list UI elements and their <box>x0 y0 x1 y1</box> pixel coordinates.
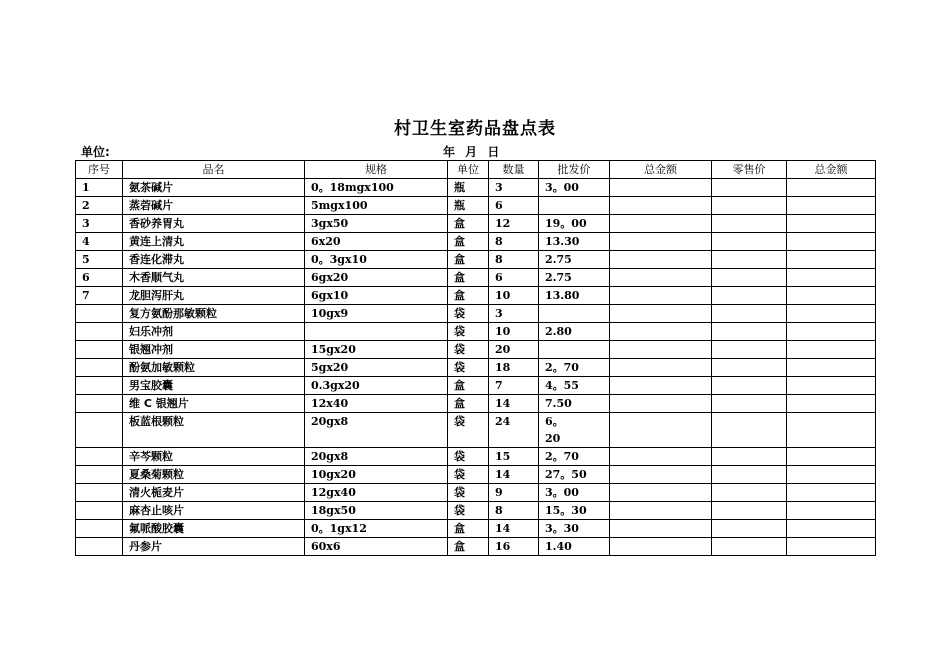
date-label: 年 月 日 <box>443 145 500 159</box>
table-row <box>76 502 876 520</box>
cell-wholesale-price <box>539 413 610 448</box>
cell-wholesale-total <box>610 466 712 484</box>
cell-name: 氨茶碱片 <box>123 179 305 197</box>
cell-unit: 袋 <box>448 359 489 377</box>
cell-retail-price <box>712 215 787 233</box>
cell-name: 妇乐冲剂 <box>123 323 305 341</box>
table-row <box>76 305 876 323</box>
cell-seq <box>76 359 123 377</box>
table-row <box>76 359 876 377</box>
cell-unit: 袋 <box>448 484 489 502</box>
cell-retail-price <box>712 179 787 197</box>
price-line-1: 6。 <box>545 415 564 428</box>
table-row <box>76 413 876 448</box>
cell-wholesale-price <box>539 305 610 323</box>
cell-wholesale-price: 2。70 <box>539 448 610 466</box>
cell-qty: 9 <box>489 484 539 502</box>
table-row <box>76 197 876 215</box>
cell-unit: 盒 <box>448 377 489 395</box>
cell-retail-total <box>787 377 876 395</box>
cell-retail-total <box>787 179 876 197</box>
inventory-table <box>75 160 876 556</box>
table-row <box>76 251 876 269</box>
col-header-qty: 数量 <box>489 161 539 179</box>
col-header-retail-total: 总金额 <box>787 161 876 179</box>
cell-qty: 7 <box>489 377 539 395</box>
cell-spec: 6x20 <box>305 233 448 251</box>
col-header-retail-price: 零售价 <box>712 161 787 179</box>
cell-name: 复方氨酚那敏颗粒 <box>123 305 305 323</box>
cell-spec: 5gx20 <box>305 359 448 377</box>
cell-name: 香砂养胃丸 <box>123 215 305 233</box>
cell-retail-price <box>712 448 787 466</box>
cell-name: 辛芩颗粒 <box>123 448 305 466</box>
table-row <box>76 538 876 556</box>
cell-retail-total <box>787 395 876 413</box>
cell-seq: 6 <box>76 269 123 287</box>
cell-retail-total <box>787 502 876 520</box>
table-row <box>76 377 876 395</box>
cell-retail-total <box>787 538 876 556</box>
cell-spec: 0。3gx10 <box>305 251 448 269</box>
cell-retail-total <box>787 520 876 538</box>
cell-qty: 14 <box>489 520 539 538</box>
cell-name: 龙胆泻肝丸 <box>123 287 305 305</box>
table-row <box>76 269 876 287</box>
cell-qty: 20 <box>489 341 539 359</box>
cell-name: 银翘冲剂 <box>123 341 305 359</box>
cell-name: 夏桑菊颗粒 <box>123 466 305 484</box>
cell-unit: 盒 <box>448 233 489 251</box>
cell-retail-price <box>712 538 787 556</box>
cell-spec: 10gx20 <box>305 466 448 484</box>
unit-label: 单位: <box>81 145 110 159</box>
cell-name: 板蓝根颗粒 <box>123 413 305 448</box>
cell-name: 氟哌酸胶囊 <box>123 520 305 538</box>
cell-seq <box>76 520 123 538</box>
cell-retail-total <box>787 287 876 305</box>
cell-spec <box>305 323 448 341</box>
table-row <box>76 233 876 251</box>
cell-retail-total <box>787 251 876 269</box>
cell-seq: 2 <box>76 197 123 215</box>
cell-wholesale-price: 7.50 <box>539 395 610 413</box>
cell-seq <box>76 305 123 323</box>
cell-spec: 0.3gx20 <box>305 377 448 395</box>
cell-retail-price <box>712 484 787 502</box>
cell-spec: 15gx20 <box>305 341 448 359</box>
col-header-unit: 单位 <box>448 161 489 179</box>
cell-seq <box>76 341 123 359</box>
cell-qty: 3 <box>489 179 539 197</box>
cell-retail-price <box>712 341 787 359</box>
price-line-2: 20 <box>545 432 561 445</box>
cell-retail-price <box>712 502 787 520</box>
cell-retail-total <box>787 233 876 251</box>
table-row <box>76 395 876 413</box>
cell-retail-price <box>712 305 787 323</box>
cell-retail-price <box>712 251 787 269</box>
cell-wholesale-price: 1.40 <box>539 538 610 556</box>
table-body <box>76 179 876 556</box>
cell-unit: 盒 <box>448 395 489 413</box>
cell-wholesale-price <box>539 341 610 359</box>
col-header-spec: 规格 <box>305 161 448 179</box>
cell-wholesale-price: 13.30 <box>539 233 610 251</box>
cell-seq <box>76 448 123 466</box>
cell-wholesale-price: 4。55 <box>539 377 610 395</box>
cell-qty: 10 <box>489 323 539 341</box>
table-row <box>76 341 876 359</box>
cell-unit: 盒 <box>448 215 489 233</box>
col-header-wholesale-total: 总金额 <box>610 161 712 179</box>
cell-retail-total <box>787 359 876 377</box>
cell-spec: 0。1gx12 <box>305 520 448 538</box>
cell-unit: 袋 <box>448 502 489 520</box>
cell-wholesale-total <box>610 269 712 287</box>
cell-name: 男宝胶囊 <box>123 377 305 395</box>
cell-unit: 袋 <box>448 448 489 466</box>
cell-wholesale-price: 13.80 <box>539 287 610 305</box>
cell-unit: 盒 <box>448 269 489 287</box>
cell-qty: 15 <box>489 448 539 466</box>
cell-wholesale-total <box>610 359 712 377</box>
cell-wholesale-price: 2。70 <box>539 359 610 377</box>
cell-wholesale-total <box>610 484 712 502</box>
table-row <box>76 448 876 466</box>
cell-name: 木香顺气丸 <box>123 269 305 287</box>
cell-retail-price <box>712 287 787 305</box>
cell-qty: 16 <box>489 538 539 556</box>
cell-unit: 袋 <box>448 323 489 341</box>
cell-unit: 盒 <box>448 251 489 269</box>
cell-spec: 3gx50 <box>305 215 448 233</box>
cell-name: 黄连上清丸 <box>123 233 305 251</box>
cell-wholesale-total <box>610 233 712 251</box>
cell-spec: 12gx40 <box>305 484 448 502</box>
cell-wholesale-price: 2.75 <box>539 269 610 287</box>
cell-wholesale-price: 3。30 <box>539 520 610 538</box>
col-header-wholesale-price: 批发价 <box>539 161 610 179</box>
cell-wholesale-total <box>610 377 712 395</box>
cell-qty: 8 <box>489 233 539 251</box>
cell-name: 维 C 银翘片 <box>123 395 305 413</box>
cell-unit: 瓶 <box>448 197 489 215</box>
col-header-seq: 序号 <box>76 161 123 179</box>
page-title: 村卫生室药品盘点表 <box>394 119 556 139</box>
cell-qty: 12 <box>489 215 539 233</box>
cell-unit: 瓶 <box>448 179 489 197</box>
cell-wholesale-total <box>610 197 712 215</box>
cell-wholesale-total <box>610 323 712 341</box>
cell-seq: 1 <box>76 179 123 197</box>
cell-wholesale-total <box>610 520 712 538</box>
cell-retail-total <box>787 448 876 466</box>
table-row <box>76 323 876 341</box>
cell-qty: 14 <box>489 395 539 413</box>
cell-spec: 18gx50 <box>305 502 448 520</box>
cell-name: 麻杏止咳片 <box>123 502 305 520</box>
cell-retail-total <box>787 215 876 233</box>
cell-qty: 8 <box>489 502 539 520</box>
cell-retail-price <box>712 233 787 251</box>
cell-unit: 盒 <box>448 520 489 538</box>
cell-wholesale-price: 3。00 <box>539 484 610 502</box>
cell-seq <box>76 484 123 502</box>
cell-retail-total <box>787 413 876 448</box>
cell-seq <box>76 538 123 556</box>
cell-qty: 10 <box>489 287 539 305</box>
cell-retail-total <box>787 484 876 502</box>
cell-wholesale-total <box>610 251 712 269</box>
cell-retail-price <box>712 395 787 413</box>
cell-spec: 5mgx100 <box>305 197 448 215</box>
cell-spec: 12x40 <box>305 395 448 413</box>
cell-retail-total <box>787 341 876 359</box>
cell-wholesale-price: 19。00 <box>539 215 610 233</box>
cell-qty: 3 <box>489 305 539 323</box>
cell-wholesale-total <box>610 341 712 359</box>
cell-qty: 6 <box>489 197 539 215</box>
cell-spec: 20gx8 <box>305 413 448 448</box>
cell-spec: 6gx10 <box>305 287 448 305</box>
cell-name: 丹参片 <box>123 538 305 556</box>
cell-wholesale-total <box>610 538 712 556</box>
cell-retail-price <box>712 269 787 287</box>
cell-wholesale-total <box>610 179 712 197</box>
cell-unit: 袋 <box>448 413 489 448</box>
cell-name: 酚氨加敏颗粒 <box>123 359 305 377</box>
cell-wholesale-price: 2.80 <box>539 323 610 341</box>
cell-spec: 6gx20 <box>305 269 448 287</box>
table-row <box>76 179 876 197</box>
cell-wholesale-price <box>539 197 610 215</box>
cell-wholesale-total <box>610 287 712 305</box>
cell-seq <box>76 377 123 395</box>
col-header-name: 品名 <box>123 161 305 179</box>
table-header-row <box>76 161 876 179</box>
cell-spec: 10gx9 <box>305 305 448 323</box>
cell-unit: 盒 <box>448 287 489 305</box>
cell-retail-total <box>787 269 876 287</box>
cell-wholesale-total <box>610 448 712 466</box>
table-row <box>76 484 876 502</box>
cell-retail-price <box>712 377 787 395</box>
cell-qty: 24 <box>489 413 539 448</box>
table-row <box>76 520 876 538</box>
cell-name: 蒸菪碱片 <box>123 197 305 215</box>
cell-wholesale-price: 3。00 <box>539 179 610 197</box>
cell-seq <box>76 466 123 484</box>
table-row <box>76 215 876 233</box>
cell-unit: 袋 <box>448 305 489 323</box>
cell-unit: 袋 <box>448 466 489 484</box>
cell-seq: 3 <box>76 215 123 233</box>
cell-retail-total <box>787 466 876 484</box>
cell-seq: 5 <box>76 251 123 269</box>
cell-seq <box>76 323 123 341</box>
table-row <box>76 466 876 484</box>
cell-wholesale-price: 27。50 <box>539 466 610 484</box>
cell-seq <box>76 395 123 413</box>
cell-name: 香连化滞丸 <box>123 251 305 269</box>
cell-wholesale-price: 2.75 <box>539 251 610 269</box>
cell-retail-total <box>787 323 876 341</box>
cell-retail-price <box>712 359 787 377</box>
cell-retail-price <box>712 413 787 448</box>
cell-unit: 袋 <box>448 341 489 359</box>
cell-spec: 20gx8 <box>305 448 448 466</box>
cell-retail-price <box>712 466 787 484</box>
table-row <box>76 287 876 305</box>
cell-unit: 盒 <box>448 538 489 556</box>
cell-spec: 0。18mgx100 <box>305 179 448 197</box>
cell-seq <box>76 502 123 520</box>
cell-retail-total <box>787 197 876 215</box>
cell-retail-price <box>712 323 787 341</box>
cell-name: 清火栀麦片 <box>123 484 305 502</box>
cell-retail-price <box>712 197 787 215</box>
cell-wholesale-price: 15。30 <box>539 502 610 520</box>
cell-qty: 18 <box>489 359 539 377</box>
cell-wholesale-total <box>610 215 712 233</box>
cell-seq <box>76 413 123 448</box>
cell-seq: 4 <box>76 233 123 251</box>
cell-wholesale-total <box>610 395 712 413</box>
cell-qty: 14 <box>489 466 539 484</box>
cell-qty: 8 <box>489 251 539 269</box>
cell-qty: 6 <box>489 269 539 287</box>
cell-spec: 60x6 <box>305 538 448 556</box>
cell-wholesale-total <box>610 502 712 520</box>
cell-wholesale-total <box>610 305 712 323</box>
cell-retail-price <box>712 520 787 538</box>
cell-retail-total <box>787 305 876 323</box>
cell-wholesale-total <box>610 413 712 448</box>
cell-seq: 7 <box>76 287 123 305</box>
